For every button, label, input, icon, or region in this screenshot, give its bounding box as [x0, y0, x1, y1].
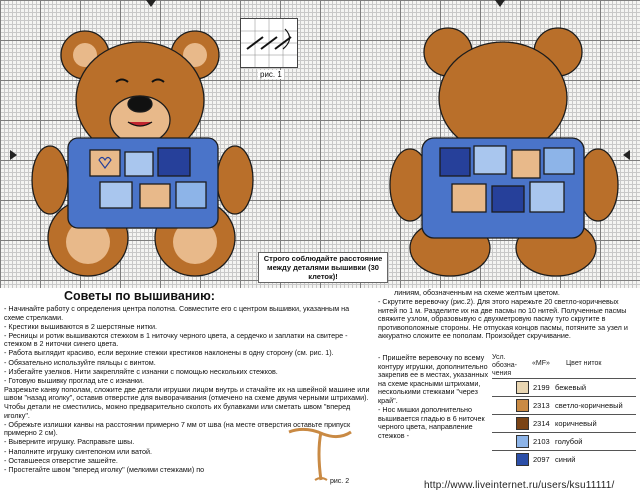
- distance-note: Строго соблюдайте расстояние между деталями вышивки (30 клеток)!: [258, 252, 388, 283]
- tip-item: - Избегайте узелков. Нити закрепляйте с изнанки с помощью нескольких стежков.: [4, 368, 370, 377]
- figure-1-label: рис. 1: [260, 70, 282, 79]
- legend-code: 2103: [533, 437, 550, 446]
- assembly-step: - Наполните игрушку синтепоном или ватой.: [4, 448, 370, 457]
- legend-row: [492, 414, 636, 432]
- tip-item: - Ресницы и ротик вышиваются стежком в 1 ниточку черного цвета, а сердечко и заплатки на свитере - стежком в 2 ниточки синего цвета.: [4, 332, 370, 349]
- assembly-step: - Оставшееся отверстие зашейте.: [4, 457, 370, 466]
- legend-code: 2199: [533, 383, 550, 392]
- legend-left-text: [378, 354, 490, 441]
- legend-row: [492, 378, 636, 396]
- right-text: линиям, обозначенным на схеме желтым цветом.: [394, 288, 560, 297]
- legend-code: 2097: [533, 455, 550, 464]
- right-text-list: [378, 289, 636, 341]
- legend-row: [492, 450, 636, 468]
- assembly-step: - Выверните игрушку. Расправьте швы.: [4, 438, 370, 447]
- center-arrow-top-left: [146, 0, 156, 7]
- bear-back-head: [439, 42, 567, 154]
- tip-item: - Работа выглядит красиво, если верхние стежки крестиков наклонены в одну сторону (см. рис. 1).: [4, 349, 370, 358]
- legend-row: [492, 432, 636, 450]
- legend-left-item: - Пришейте веревочку по всему контуру игрушки, дополнительно закрепив ее в местах, указанных на схеме красными штрихами, несколькими стежками "через край".: [378, 354, 490, 406]
- legend-header-color: Цвет ниток: [566, 360, 602, 367]
- tip-item: - Крестики вышиваются в 2 шерстяные нитки.: [4, 323, 370, 332]
- legend-color-name: голубой: [555, 437, 583, 446]
- color-swatch: [516, 381, 529, 394]
- center-arrow-right: [623, 150, 630, 160]
- color-swatch: [516, 399, 529, 412]
- source-url[interactable]: http://www.liveinternet.ru/users/ksu11111/: [424, 480, 615, 491]
- legend-color-name: бежевый: [555, 383, 587, 392]
- legend-rows: [492, 378, 636, 468]
- legend-code: 2313: [533, 401, 550, 410]
- tip-item: - Обязательно используйте пяльцы с винтом.: [4, 359, 370, 368]
- legend-table: [492, 354, 636, 468]
- bear-front-left-arm: [32, 146, 68, 214]
- legend-left-list: [378, 354, 490, 440]
- center-arrow-top-right: [495, 0, 505, 7]
- legend-color-name: светло-коричневый: [555, 401, 623, 410]
- legend-header-symbol: Усл. обозна-чения: [492, 354, 518, 377]
- legend-header-mf: «MF»: [532, 360, 550, 367]
- center-arrow-left: [10, 150, 17, 160]
- assembly-step: - Простегайте швом "вперед иголку" (мелкими стежками) по: [4, 466, 370, 475]
- bear-front-pattern: [30, 20, 255, 282]
- color-swatch: [516, 417, 529, 430]
- assembly-paragraph: Разрежьте канву пополам, сложите две детали игрушки лицом внутрь и стачайте их на швейной машине или швом "назад иголку", оставив отверстие для выворачивания (отмечено на схеме двумя черными штрихами). Чтобы детали не сместились, можно предварительно сколоть их булавками или сметать швом "вперед иголку".: [4, 384, 370, 420]
- legend-left-item: - Нос мишки дополнительно вышивается гладью в 6 ниточек черного цвета, направление стежков -: [378, 406, 490, 440]
- figure-1-stitch-diagram: [240, 18, 298, 68]
- bear-front-right-arm: [217, 146, 253, 214]
- assembly-step: - Обрежьте излишки канвы на расстоянии примерно 7 мм от шва (на месте отверстия оставьте припуск примерно 2 см).: [4, 421, 370, 438]
- legend-color-name: коричневый: [555, 419, 597, 428]
- figure-2-label: рис. 2: [330, 478, 350, 485]
- tip-item: - Готовую вышивку проглад ьте с изнанки.: [4, 377, 370, 386]
- stitch-diagram-icon: [241, 19, 297, 67]
- color-swatch: [516, 453, 529, 466]
- bear-front-nose: [128, 96, 152, 112]
- legend-header: [492, 354, 636, 378]
- right-text: - Скрутите веревочку (рис.2). Для этого нарежьте 20 светло-коричневых нитей по 1 м. Разделите их на две пасмы по 10 нитей. Полученные пасмы свяжите узлом, образовывую с двухметровую пасму туго скрутите в противоположные стороны. Не отпуская концов пасмы, потяните за узел и аккуратно сложите ее пополам. Произойдет скручивание.: [378, 298, 636, 341]
- bear-back-pattern: [388, 20, 620, 282]
- legend-color-name: синий: [555, 455, 576, 464]
- color-swatch: [516, 435, 529, 448]
- instructions-right: [378, 289, 636, 342]
- tips-title: Советы по вышиванию:: [64, 289, 215, 303]
- legend-row: [492, 396, 636, 414]
- tip-item: - Начинайте работу с определения центра полотна. Совместите его с центром вышивки, указанным на схеме стрелками.: [4, 305, 370, 322]
- legend-code: 2314: [533, 419, 550, 428]
